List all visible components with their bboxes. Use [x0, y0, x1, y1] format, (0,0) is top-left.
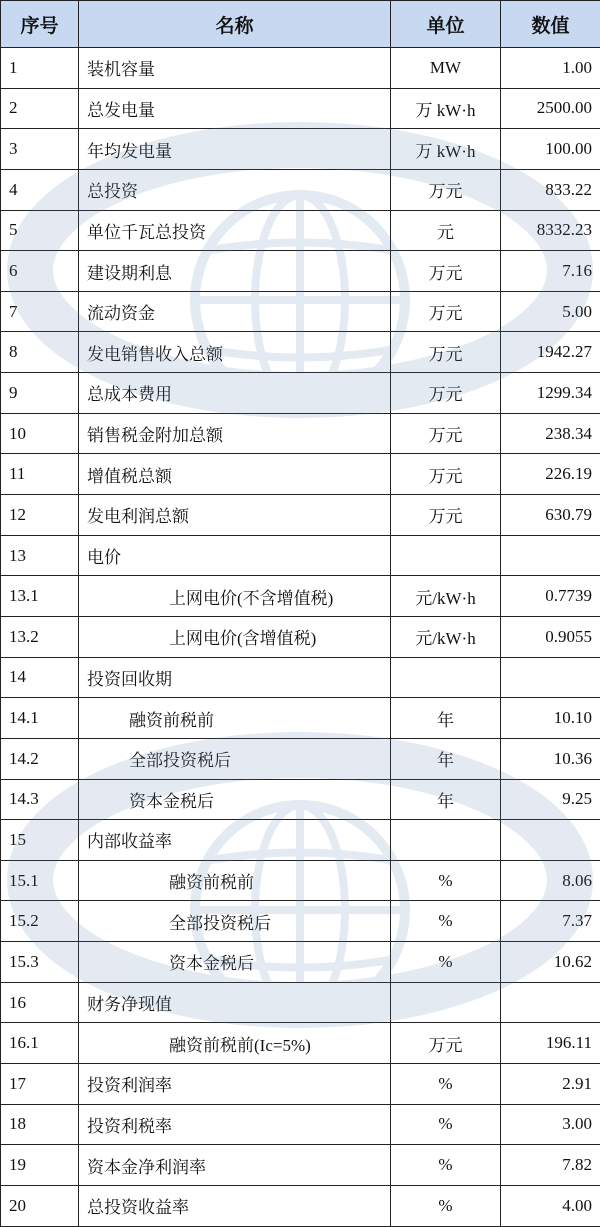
row-value-cell: 833.22 — [501, 169, 600, 210]
row-value-cell: 10.62 — [501, 942, 600, 983]
row-name-cell: 资本金税后 — [79, 942, 391, 983]
row-unit-cell: 年 — [391, 779, 501, 820]
row-unit-cell: 万元 — [391, 1023, 501, 1064]
row-name-cell: 建设期利息 — [79, 251, 391, 292]
row-number-cell: 5 — [1, 210, 79, 251]
row-number-cell: 4 — [1, 169, 79, 210]
row-value-cell: 9.25 — [501, 779, 600, 820]
row-value-cell: 2.91 — [501, 1064, 600, 1105]
row-unit-cell: 万元 — [391, 169, 501, 210]
row-unit-cell — [391, 982, 501, 1023]
row-unit-cell: % — [391, 1185, 501, 1226]
row-value-cell: 0.7739 — [501, 576, 600, 617]
row-value-cell: 2500.00 — [501, 88, 600, 129]
table-row — [1, 616, 600, 657]
table-row — [1, 535, 600, 576]
row-name-cell: 流动资金 — [79, 291, 391, 332]
table-row — [1, 657, 600, 698]
row-unit-cell — [391, 820, 501, 861]
row-value-cell — [501, 820, 600, 861]
table-row — [1, 982, 600, 1023]
row-number-cell: 16.1 — [1, 1023, 79, 1064]
row-name-cell: 全部投资税后 — [79, 901, 391, 942]
row-name-cell: 年均发电量 — [79, 129, 391, 170]
row-name-cell: 电价 — [79, 535, 391, 576]
row-unit-cell: 万元 — [391, 373, 501, 414]
row-name-cell: 内部收益率 — [79, 820, 391, 861]
row-name-cell: 全部投资税后 — [79, 738, 391, 779]
header-row — [1, 1, 600, 48]
row-name-cell: 投资利税率 — [79, 1104, 391, 1145]
table-row — [1, 454, 600, 495]
row-number-cell: 14.3 — [1, 779, 79, 820]
row-number-cell: 3 — [1, 129, 79, 170]
row-name-cell: 资本金净利润率 — [79, 1145, 391, 1186]
row-unit-cell: 万元 — [391, 495, 501, 536]
row-unit-cell: 万元 — [391, 454, 501, 495]
row-unit-cell: 万元 — [391, 413, 501, 454]
row-unit-cell: 万元 — [391, 332, 501, 373]
row-number-cell: 13 — [1, 535, 79, 576]
table-body — [1, 48, 600, 1227]
table-row — [1, 88, 600, 129]
row-unit-cell — [391, 657, 501, 698]
row-value-cell: 8332.23 — [501, 210, 600, 251]
row-number-cell: 19 — [1, 1145, 79, 1186]
row-number-cell: 9 — [1, 373, 79, 414]
row-value-cell: 4.00 — [501, 1185, 600, 1226]
row-unit-cell: 年 — [391, 698, 501, 739]
row-value-cell: 7.82 — [501, 1145, 600, 1186]
row-unit-cell: 万元 — [391, 251, 501, 292]
row-name-cell: 资本金税后 — [79, 779, 391, 820]
row-unit-cell: % — [391, 1104, 501, 1145]
table-row — [1, 210, 600, 251]
row-name-cell: 总成本费用 — [79, 373, 391, 414]
table-row — [1, 48, 600, 89]
table-row — [1, 738, 600, 779]
row-name-cell: 总投资收益率 — [79, 1185, 391, 1226]
row-value-cell: 196.11 — [501, 1023, 600, 1064]
row-number-cell: 15.3 — [1, 942, 79, 983]
row-unit-cell: 元/kW·h — [391, 576, 501, 617]
row-number-cell: 6 — [1, 251, 79, 292]
row-unit-cell: 年 — [391, 738, 501, 779]
row-unit-cell: % — [391, 1064, 501, 1105]
row-value-cell: 10.10 — [501, 698, 600, 739]
table-row — [1, 332, 600, 373]
row-value-cell: 1299.34 — [501, 373, 600, 414]
row-unit-cell: 万元 — [391, 291, 501, 332]
row-value-cell — [501, 657, 600, 698]
table-row — [1, 901, 600, 942]
table-row — [1, 1023, 600, 1064]
table-row — [1, 1185, 600, 1226]
row-number-cell: 10 — [1, 413, 79, 454]
row-value-cell: 630.79 — [501, 495, 600, 536]
row-unit-cell: 万 kW·h — [391, 88, 501, 129]
row-number-cell: 16 — [1, 982, 79, 1023]
row-number-cell: 8 — [1, 332, 79, 373]
table-row — [1, 860, 600, 901]
row-number-cell: 15 — [1, 820, 79, 861]
row-value-cell: 238.34 — [501, 413, 600, 454]
table-header — [1, 1, 600, 48]
row-value-cell: 1.00 — [501, 48, 600, 89]
table-row — [1, 779, 600, 820]
row-number-cell: 1 — [1, 48, 79, 89]
row-name-cell: 投资回收期 — [79, 657, 391, 698]
row-name-cell: 融资前税前 — [79, 698, 391, 739]
table-row — [1, 576, 600, 617]
table-row — [1, 1064, 600, 1105]
row-unit-cell: 元 — [391, 210, 501, 251]
row-name-cell: 财务净现值 — [79, 982, 391, 1023]
row-name-cell: 发电销售收入总额 — [79, 332, 391, 373]
row-unit-cell: 万 kW·h — [391, 129, 501, 170]
row-value-cell: 10.36 — [501, 738, 600, 779]
row-unit-cell: % — [391, 901, 501, 942]
row-value-cell — [501, 535, 600, 576]
row-unit-cell: MW — [391, 48, 501, 89]
row-number-cell: 20 — [1, 1185, 79, 1226]
row-number-cell: 14 — [1, 657, 79, 698]
row-name-cell: 装机容量 — [79, 48, 391, 89]
row-name-cell: 销售税金附加总额 — [79, 413, 391, 454]
row-unit-cell: % — [391, 1145, 501, 1186]
row-number-cell: 15.1 — [1, 860, 79, 901]
header-no: 序号 — [1, 1, 79, 48]
row-name-cell: 总投资 — [79, 169, 391, 210]
row-name-cell: 上网电价(含增值税) — [79, 616, 391, 657]
row-number-cell: 7 — [1, 291, 79, 332]
header-unit: 单位 — [391, 1, 501, 48]
row-value-cell: 5.00 — [501, 291, 600, 332]
row-number-cell: 15.2 — [1, 901, 79, 942]
row-name-cell: 发电利润总额 — [79, 495, 391, 536]
row-value-cell: 3.00 — [501, 1104, 600, 1145]
table-row — [1, 495, 600, 536]
table-row — [1, 1104, 600, 1145]
row-name-cell: 投资利润率 — [79, 1064, 391, 1105]
table-row — [1, 251, 600, 292]
table-row — [1, 129, 600, 170]
row-number-cell: 17 — [1, 1064, 79, 1105]
row-unit-cell: % — [391, 860, 501, 901]
table-row — [1, 373, 600, 414]
header-value: 数值 — [501, 1, 600, 48]
row-number-cell: 2 — [1, 88, 79, 129]
row-name-cell: 总发电量 — [79, 88, 391, 129]
row-value-cell: 0.9055 — [501, 616, 600, 657]
row-value-cell: 1942.27 — [501, 332, 600, 373]
row-name-cell: 增值税总额 — [79, 454, 391, 495]
row-unit-cell: 元/kW·h — [391, 616, 501, 657]
row-value-cell — [501, 982, 600, 1023]
row-number-cell: 14.2 — [1, 738, 79, 779]
row-number-cell: 14.1 — [1, 698, 79, 739]
row-name-cell: 融资前税前 — [79, 860, 391, 901]
row-number-cell: 12 — [1, 495, 79, 536]
table-row — [1, 698, 600, 739]
header-name: 名称 — [79, 1, 391, 48]
table-row — [1, 291, 600, 332]
table-row — [1, 413, 600, 454]
row-name-cell: 上网电价(不含增值税) — [79, 576, 391, 617]
row-number-cell: 13.2 — [1, 616, 79, 657]
table-row — [1, 1145, 600, 1186]
row-value-cell: 7.16 — [501, 251, 600, 292]
row-unit-cell — [391, 535, 501, 576]
table-row — [1, 942, 600, 983]
row-name-cell: 单位千瓦总投资 — [79, 210, 391, 251]
table-row — [1, 820, 600, 861]
row-number-cell: 11 — [1, 454, 79, 495]
row-value-cell: 226.19 — [501, 454, 600, 495]
row-value-cell: 7.37 — [501, 901, 600, 942]
table-row — [1, 169, 600, 210]
row-name-cell: 融资前税前(Ic=5%) — [79, 1023, 391, 1064]
row-value-cell: 100.00 — [501, 129, 600, 170]
row-value-cell: 8.06 — [501, 860, 600, 901]
row-number-cell: 18 — [1, 1104, 79, 1145]
row-unit-cell: % — [391, 942, 501, 983]
row-number-cell: 13.1 — [1, 576, 79, 617]
